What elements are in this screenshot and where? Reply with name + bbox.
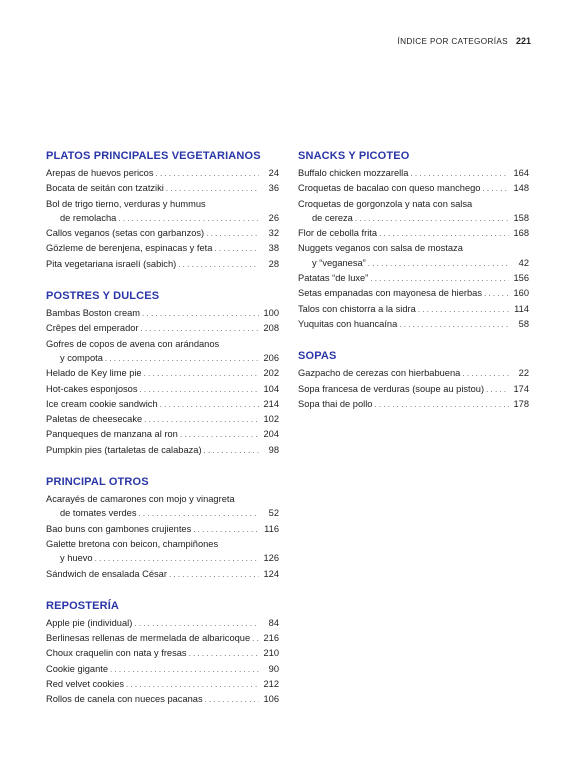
dot-leader bbox=[370, 271, 509, 286]
entry-title: Panqueques de manzana al ron bbox=[46, 429, 178, 440]
entry-page-number: 116 bbox=[264, 523, 279, 534]
dot-leader bbox=[484, 286, 509, 301]
entry-title: Arepas de huevos pericos bbox=[46, 168, 154, 178]
dot-leader bbox=[156, 166, 260, 181]
dot-leader bbox=[144, 412, 259, 427]
entry-page-number: 202 bbox=[263, 368, 279, 379]
dot-leader bbox=[482, 181, 509, 196]
index-entry bbox=[298, 226, 529, 241]
dot-leader bbox=[410, 166, 509, 181]
entry-title: Sándwich de ensalada César bbox=[46, 568, 167, 579]
entry-page-number: 216 bbox=[263, 633, 279, 644]
entry-page-number: 26 bbox=[268, 212, 279, 223]
dot-leader bbox=[214, 241, 259, 256]
entry-title: Nuggets veganos con salsa de mostaza bbox=[298, 243, 463, 254]
entry-title: Apple pie (individual) bbox=[46, 617, 133, 628]
index-entry bbox=[46, 492, 279, 522]
index-entry bbox=[46, 692, 279, 707]
section-title: REPOSTERÍA bbox=[46, 599, 120, 612]
dot-leader bbox=[126, 677, 259, 692]
entry-page-number: 208 bbox=[263, 323, 279, 334]
entry-title: Pita vegetariana israelí (sabich) bbox=[46, 258, 177, 269]
index-entry bbox=[298, 197, 529, 227]
dot-leader bbox=[189, 646, 259, 661]
section-title: POSTRES Y DULCES bbox=[46, 290, 160, 303]
dot-leader bbox=[118, 211, 259, 226]
entry-page-number: 158 bbox=[513, 212, 529, 223]
index-entry bbox=[46, 427, 279, 442]
left-column bbox=[46, 150, 279, 726]
entry-page-number: 104 bbox=[263, 383, 279, 394]
entry-title: Croquetas de gorgonzola y nata con salsa bbox=[298, 198, 473, 209]
dot-leader bbox=[206, 226, 259, 241]
entry-page-number: 24 bbox=[268, 168, 279, 178]
entry-title: Acarayés de camarones con mojo y vinagreta bbox=[46, 494, 235, 505]
entry-title: de remolacha bbox=[60, 212, 117, 223]
section-sopas bbox=[298, 350, 529, 412]
section-title: PRINCIPAL OTROS bbox=[46, 476, 149, 489]
index-entry bbox=[46, 443, 279, 458]
dot-leader bbox=[169, 567, 259, 582]
dot-leader bbox=[418, 302, 509, 317]
entry-page-number: 156 bbox=[513, 273, 529, 284]
dot-leader bbox=[355, 211, 509, 226]
entry-title: Berlinesas rellenas de mermelada de albaricoque bbox=[46, 633, 251, 644]
entry-page-number: 210 bbox=[263, 648, 279, 659]
entry-title: Choux craquelin con nata y fresas bbox=[46, 648, 187, 659]
index-entry bbox=[46, 197, 279, 227]
entry-page-number: 38 bbox=[268, 243, 279, 254]
section-title: SOPAS bbox=[298, 350, 337, 363]
dot-leader bbox=[193, 522, 259, 537]
index-entry bbox=[298, 241, 529, 271]
entry-title: de tomates verdes bbox=[60, 508, 137, 519]
dot-leader bbox=[105, 351, 259, 366]
entry-page-number: 36 bbox=[268, 183, 279, 194]
entry-page-number: 160 bbox=[513, 288, 529, 299]
entry-title: y “veganesa” bbox=[312, 257, 366, 268]
dot-leader bbox=[110, 662, 259, 677]
dot-leader bbox=[368, 256, 509, 271]
entry-title: Yuquitas con huancaína bbox=[298, 318, 398, 329]
entry-page-number: 168 bbox=[513, 228, 529, 239]
entry-page-number: 42 bbox=[518, 257, 529, 268]
entry-title: Buffalo chicken mozzarella bbox=[298, 168, 409, 178]
section-header-title: ÍNDICE POR CATEGORÍAS bbox=[397, 37, 508, 46]
index-entry bbox=[46, 631, 279, 646]
index-entry bbox=[46, 537, 279, 567]
entry-title: Setas empanadas con mayonesa de hierbas bbox=[298, 288, 482, 299]
entry-page-number: 114 bbox=[514, 303, 529, 314]
entry-page-number: 98 bbox=[268, 444, 279, 455]
dot-leader bbox=[134, 616, 259, 631]
dot-leader bbox=[141, 321, 259, 336]
entry-title: Rollos de canela con nueces pacanas bbox=[46, 694, 203, 705]
dot-leader bbox=[374, 397, 509, 412]
dot-leader bbox=[144, 366, 259, 381]
entry-page-number: 52 bbox=[268, 508, 279, 519]
right-column bbox=[298, 150, 529, 430]
dot-leader bbox=[252, 631, 259, 646]
index-entry bbox=[46, 321, 279, 336]
index-entry bbox=[46, 522, 279, 537]
index-entry bbox=[46, 366, 279, 381]
index-entry bbox=[298, 286, 529, 301]
entry-title: y compota bbox=[60, 352, 103, 363]
index-entry bbox=[298, 166, 529, 181]
entry-title: Croquetas de bacalao con queso manchego bbox=[298, 183, 481, 194]
page-number: 221 bbox=[515, 36, 531, 46]
index-entry bbox=[46, 166, 279, 181]
entry-page-number: 58 bbox=[518, 318, 529, 329]
dot-leader bbox=[462, 366, 509, 381]
entry-title: Bambas Boston cream bbox=[46, 308, 141, 319]
entry-title: Talos con chistorra a la sidra bbox=[298, 303, 416, 314]
dot-leader bbox=[204, 443, 259, 458]
section-title: SNACKS Y PICOTEO bbox=[298, 150, 410, 162]
dot-leader bbox=[160, 397, 259, 412]
index-entry bbox=[298, 382, 529, 397]
dot-leader bbox=[178, 257, 259, 272]
dot-leader bbox=[180, 427, 259, 442]
entry-page-number: 32 bbox=[268, 228, 279, 239]
entry-title: Ice cream cookie sandwich bbox=[46, 398, 158, 409]
entry-title: Bocata de seitán con tzatziki bbox=[46, 183, 164, 194]
index-entry bbox=[46, 616, 279, 631]
entry-title: Helado de Key lime pie bbox=[46, 368, 142, 379]
section-platos-principales-vegetarianos bbox=[46, 150, 279, 272]
dot-leader bbox=[166, 181, 259, 196]
entry-page-number: 22 bbox=[518, 368, 529, 379]
dot-leader bbox=[138, 506, 259, 521]
index-entry bbox=[298, 271, 529, 286]
entry-page-number: 206 bbox=[263, 352, 279, 363]
dot-leader bbox=[142, 306, 259, 321]
index-entry bbox=[298, 317, 529, 332]
index-entry bbox=[46, 567, 279, 582]
running-header bbox=[398, 36, 532, 46]
entry-page-number: 124 bbox=[263, 568, 279, 579]
section-snacks-y-picoteo bbox=[298, 150, 529, 332]
index-entry bbox=[46, 662, 279, 677]
section-title: PLATOS PRINCIPALES VEGETARIANOS bbox=[46, 150, 261, 162]
index-entry bbox=[46, 677, 279, 692]
entry-page-number: 28 bbox=[268, 258, 279, 269]
index-entry bbox=[46, 397, 279, 412]
index-entry bbox=[46, 181, 279, 196]
index-entry bbox=[46, 382, 279, 397]
entry-title: Galette bretona con beicon, champiñones bbox=[46, 538, 219, 549]
entry-page-number: 90 bbox=[268, 663, 279, 674]
entry-page-number: 214 bbox=[263, 398, 279, 409]
entry-title: Bol de trigo tierno, verduras y hummus bbox=[46, 198, 206, 209]
dot-leader bbox=[399, 317, 509, 332]
index-entry bbox=[298, 397, 529, 412]
entry-title: Hot-cakes esponjosos bbox=[46, 383, 138, 394]
entry-title: Pumpkin pies (tartaletas de calabaza) bbox=[46, 444, 202, 455]
entry-title: Red velvet cookies bbox=[46, 679, 125, 690]
index-entry bbox=[46, 241, 279, 256]
dot-leader bbox=[379, 226, 509, 241]
entry-title: Sopa francesa de verduras (soupe au pistou) bbox=[298, 383, 485, 394]
dot-leader bbox=[205, 692, 259, 707]
index-entry bbox=[46, 306, 279, 321]
index-entry bbox=[46, 412, 279, 427]
index-entry bbox=[46, 646, 279, 661]
entry-page-number: 204 bbox=[263, 429, 279, 440]
index-entry bbox=[298, 366, 529, 381]
entry-page-number: 126 bbox=[263, 553, 279, 564]
entry-page-number: 100 bbox=[263, 308, 279, 319]
index-entry bbox=[298, 302, 529, 317]
entry-page-number: 178 bbox=[513, 398, 529, 409]
entry-page-number: 174 bbox=[513, 383, 529, 394]
section-postres-y-dulces bbox=[46, 290, 279, 458]
dot-leader bbox=[486, 382, 509, 397]
entry-page-number: 212 bbox=[263, 679, 279, 690]
entry-title: Callos veganos (setas con garbanzos) bbox=[46, 228, 205, 239]
index-entry bbox=[46, 337, 279, 367]
entry-page-number: 84 bbox=[268, 617, 279, 628]
entry-page-number: 102 bbox=[263, 414, 279, 425]
dot-leader bbox=[139, 382, 259, 397]
dot-leader bbox=[95, 551, 259, 566]
entry-title: Sopa thai de pollo bbox=[298, 398, 373, 409]
index-entry bbox=[46, 226, 279, 241]
entry-title: Gazpacho de cerezas con hierbabuena bbox=[298, 368, 461, 379]
index-entry bbox=[298, 181, 529, 196]
entry-title: Patatas “de luxe” bbox=[298, 273, 369, 284]
entry-title: y huevo bbox=[60, 553, 93, 564]
index-entry bbox=[46, 257, 279, 272]
entry-title: Gofres de copos de avena con arándanos bbox=[46, 338, 220, 349]
entry-page-number: 148 bbox=[513, 183, 529, 194]
entry-title: Crêpes del emperador bbox=[46, 323, 139, 334]
entry-page-number: 106 bbox=[263, 694, 279, 705]
entry-title: Gözleme de berenjena, espinacas y feta bbox=[46, 243, 213, 254]
entry-page-number: 164 bbox=[513, 168, 529, 178]
section-principal-otros bbox=[46, 476, 279, 582]
section-reposteria bbox=[46, 600, 279, 708]
entry-title: Cookie gigante bbox=[46, 663, 109, 674]
entry-title: Flor de cebolla frita bbox=[298, 228, 378, 239]
entry-title: Paletas de cheesecake bbox=[46, 414, 143, 425]
entry-title: de cereza bbox=[312, 212, 353, 223]
entry-title: Bao buns con gambones crujientes bbox=[46, 523, 192, 534]
